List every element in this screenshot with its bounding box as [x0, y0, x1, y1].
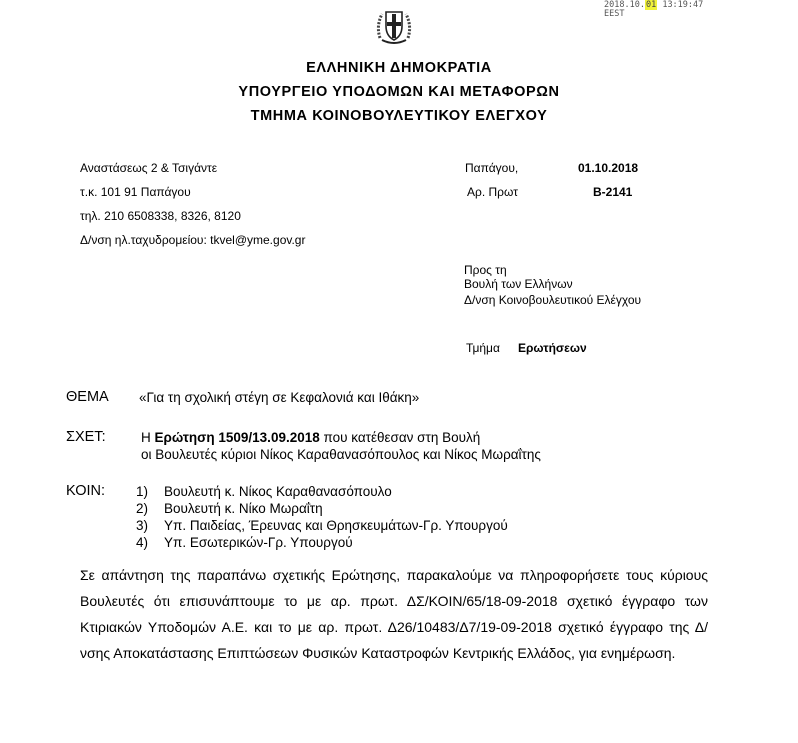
cc-item-number: 4)	[136, 535, 149, 550]
reference-question: Ερώτηση 1509/13.09.2018	[154, 430, 320, 445]
greek-coat-of-arms-icon	[372, 4, 416, 48]
protocol-label: Αρ. Πρωτ	[467, 185, 518, 199]
header-department: ΤΜΗΜΑ ΚΟΙΝΟΒΟΥΛΕΥΤΙΚΟΥ ΕΛΕΓΧΟΥ	[250, 108, 548, 124]
timestamp-zone: EEST	[604, 9, 625, 19]
cc-label: ΚΟΙΝ:	[66, 483, 106, 499]
body-paragraph: Σε απάντηση της παραπάνω σχετικής Ερώτησης, παρακαλούμε να πληροφορήσετε τους κύριους Βουλευτές ότι επισυνάπτουμε το με αρ. πρωτ. ΔΣ/ΚΟΙΝ/65/18-09-2018 σχετικό έγγραφο των Κτιριακών Υποδομών Α.Ε. και το με αρ. πρωτ. Δ26/10483/Δ7/19-09-2018 σχετικό έγγραφο της Δ/νσης Αποκατάστασης Επιπτώσεων Φυσικών Καταστροφών Κεντρικής Ελλάδος, για ενημέρωση.	[80, 567, 708, 661]
cc-item	[136, 518, 508, 533]
sender-address: Αναστάσεως 2 & Τσιγάντε	[80, 161, 218, 175]
timestamp-time: 13:19:47	[657, 0, 704, 10]
sender-phone: τηλ. 210 6508338, 8326, 8120	[80, 209, 241, 223]
sender-email: Δ/νση ηλ.ταχυδρομείου: tkvel@yme.gov.gr	[80, 233, 306, 247]
cc-item-number: 3)	[136, 518, 149, 533]
cc-item-text: Βουλευτή κ. Νίκο Μωραΐτη	[164, 501, 323, 516]
recipient-line2: Βουλή των Ελλήνων	[464, 277, 573, 291]
protocol-number: Β-2141	[593, 185, 633, 199]
cc-item-number: 1)	[136, 484, 149, 499]
place-label: Παπάγου,	[465, 161, 519, 175]
recipient-line3: Δ/νση Κοινοβουλευτικού Ελέγχου	[464, 293, 642, 307]
timestamp-stamp	[604, 1, 703, 19]
cc-item-number: 2)	[136, 501, 149, 516]
cc-item-text: Βουλευτή κ. Νίκος Καραθανασόπουλο	[164, 484, 392, 499]
subject-label: ΘΕΜΑ	[66, 389, 109, 405]
cc-item-text: Υπ. Εσωτερικών-Γρ. Υπουργού	[164, 535, 353, 550]
document-date: 01.10.2018	[578, 161, 639, 175]
department-value: Ερωτήσεων	[518, 341, 587, 355]
cc-item-text: Υπ. Παιδείας, Έρευνας και Θρησκευμάτων-Γρ. Υπουργού	[164, 518, 508, 533]
timestamp-date: 2018.10.	[604, 0, 645, 10]
timestamp-highlight: 01	[645, 0, 657, 10]
reference-prefix: Η	[141, 430, 155, 445]
recipient-line1: Προς τη	[464, 263, 507, 277]
cc-item	[136, 501, 323, 516]
sender-postal: τ.κ. 101 91 Παπάγου	[80, 185, 191, 199]
reference-label: ΣΧΕΤ:	[66, 429, 106, 445]
header-country: ΕΛΛΗΝΙΚΗ ΔΗΜΟΚΡΑΤΙΑ	[306, 60, 492, 76]
reference-line1	[141, 430, 480, 445]
subject-text: «Για τη σχολική στέγη σε Κεφαλονιά και Ιθάκη»	[139, 390, 420, 405]
header-ministry: ΥΠΟΥΡΓΕΙΟ ΥΠΟΔΟΜΩΝ ΚΑΙ ΜΕΤΑΦΟΡΩΝ	[238, 84, 560, 100]
department-label: Τμήμα	[466, 341, 500, 355]
cc-item	[136, 484, 392, 499]
cc-item	[136, 535, 353, 550]
reference-line2: οι Βουλευτές κύριοι Νίκος Καραθανασόπουλος και Νίκος Μωραΐτης	[141, 447, 541, 462]
reference-suffix: που κατέθεσαν στη Βουλή	[319, 430, 481, 445]
